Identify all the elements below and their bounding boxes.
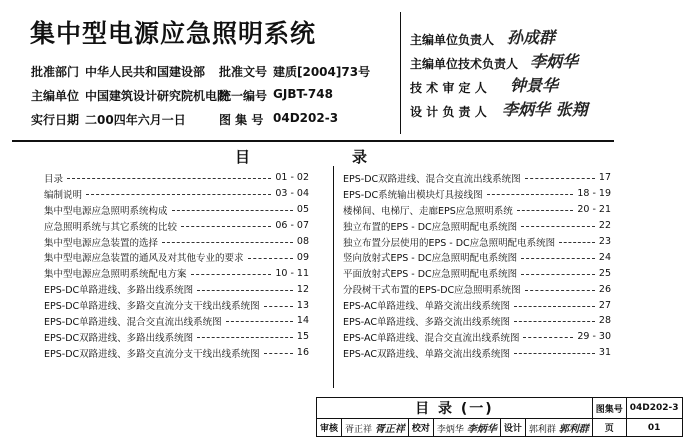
toc-leader [172,210,293,211]
toc-leader [521,274,595,275]
toc-item[interactable] [44,170,309,186]
toc-item-title: 集中型电源应急装置的通风及对其他专业的要求 [44,253,244,265]
toc-item-title: EPS-DC系统输出模块灯具接线图 [343,189,483,201]
page-number: 01 [626,419,682,437]
toc-item-page: 10 - 11 [275,267,309,279]
toc-leader [514,353,595,354]
toc-item-title: EPS-DC双路进线、多路出线系统图 [44,332,194,344]
header-rule [12,140,614,142]
reviewer-name [342,419,409,437]
designer-signature: 郭利群 [558,424,589,435]
toc-leader [67,178,271,179]
toc-item-page: 03 - 04 [275,188,309,200]
reviewer-signature: 胥正祥 [374,424,405,435]
atlas-no-label: 图 集 号 [219,113,264,127]
toc-item-page: 13 [296,299,309,311]
toc-item-title: EPS-AC双路进线、单路交流出线系统图 [343,348,510,360]
responsible-label-1: 主编单位负责人 [410,33,495,47]
approve-doc-label: 批准文号 [219,65,268,79]
toc-item[interactable] [343,345,611,361]
toc-leader [525,290,595,291]
toc-leader [514,306,595,307]
toc-heading-left: 目 [235,148,251,166]
toc-leader [197,337,293,338]
toc-leader [525,178,595,179]
toc-heading-right: 录 [352,148,368,166]
toc-item-title: 应急照明系统与其它系统的比较 [44,221,178,233]
toc-center-divider [333,166,334,388]
toc-item[interactable] [44,202,309,218]
toc-item-title: EPS-DC双路进线、混合交直流出线系统图 [343,173,521,185]
check-label: 校对 [408,419,433,437]
approve-dept: 中华人民共和国建设部 [85,65,206,79]
toc-leader [86,194,271,195]
toc-item[interactable] [343,186,611,202]
toc-right-list [343,170,611,361]
toc-item-title: 平面放射式EPS - DC应急照明配电系统图 [343,269,518,281]
unified-no: GJBT-748 [273,87,333,101]
toc-item-title: 目录 [44,173,64,185]
toc-item-page: 24 [598,251,611,263]
toc-item-page: 29 - 30 [577,331,611,343]
toc-item-page: 12 [296,283,309,295]
toc-item-page: 16 [296,347,309,359]
atlas-label: 图集号 [592,398,626,419]
design-label: 设计 [500,419,525,437]
toc-leader [197,290,293,291]
toc-item-title: EPS-DC单路进线、混合交直流出线系统图 [44,316,222,328]
toc-item-page: 09 [296,251,309,263]
checker-name [433,419,500,437]
toc-item[interactable] [44,234,309,250]
toc-item[interactable] [343,218,611,234]
sheet-title: 目 录 (一) [317,398,593,419]
toc-left-list [44,170,309,361]
toc-item[interactable] [44,265,309,281]
toc-item[interactable] [44,329,309,345]
toc-item-title: EPS-AC单路进线、单路交流出线系统图 [343,301,510,313]
toc-item-title: 分段树干式布置的EPS-DC应急照明系统图 [343,285,521,297]
toc-item[interactable] [44,249,309,265]
toc-item-page: 15 [296,331,309,343]
toc-item-page: 20 - 21 [577,204,611,216]
page-title: 集中型电源应急照明系统 [30,19,317,48]
toc-item-page: 06 - 07 [275,220,309,232]
signature-2: 李炳华 [530,52,579,71]
toc-leader [517,210,574,211]
toc-item-page: 08 [296,236,309,247]
reviewer-text: 胥正祥 [345,425,373,435]
toc-item-page: 22 [598,220,611,232]
checker-text: 李炳华 [436,425,464,435]
responsible-label-2: 主编单位技术负责人 [410,57,519,71]
toc-leader [264,306,293,307]
toc-item-title: 编制说明 [44,189,83,201]
toc-leader [162,242,293,243]
toc-leader [523,337,573,338]
editor-unit-label: 主编单位 [31,89,80,103]
toc-item[interactable] [44,281,309,297]
toc-item[interactable] [343,281,611,297]
toc-item[interactable] [343,265,611,281]
toc-leader [487,194,574,195]
effective-date-label: 实行日期 [31,113,80,127]
designer-name [525,419,592,437]
toc-item[interactable] [343,329,611,345]
toc-item-title: 集中型电源应急照明系统配电方案 [44,269,187,281]
toc-item-page: 26 [598,283,611,295]
review-label: 审核 [317,419,342,437]
header-divider [400,12,401,134]
toc-item-title: 楼梯间、电梯厅、走廊EPS应急照明系统 [343,205,513,217]
designer-text: 郭利群 [528,425,556,435]
toc-leader [226,321,293,322]
toc-item-page: 01 - 02 [275,172,309,184]
title-block [316,397,683,437]
toc-item-page: 05 [296,204,309,216]
toc-item-page: 27 [598,299,611,311]
toc-item-page: 31 [598,347,611,359]
toc-item-title: 竖向放射式EPS - DC应急照明配电系统图 [343,253,518,265]
signature-4: 李炳华 张翔 [502,100,588,119]
toc-leader [181,226,271,227]
toc-item-title: 独立布置分层使用的EPS - DC应急照明配电系统图 [343,237,556,249]
toc-item[interactable] [343,249,611,265]
unified-no-label: 统一编号 [219,89,268,103]
page-label: 页 [592,419,626,437]
toc-item[interactable] [44,297,309,313]
toc-leader [521,258,595,259]
toc-item[interactable] [343,313,611,329]
responsible-label-3: 技 术 审 定 人 [410,81,487,95]
toc-item-page: 25 [598,267,611,279]
toc-item[interactable] [44,313,309,329]
toc-item[interactable] [343,202,611,218]
checker-signature: 李炳华 [466,424,497,435]
toc-leader [559,242,595,243]
toc-item[interactable] [343,170,611,186]
toc-item-title: EPS-AC单路进线、多路交流出线系统图 [343,316,510,328]
atlas-no: 04D202-3 [273,111,339,125]
approve-dept-label: 批准部门 [31,65,80,79]
toc-leader [248,258,293,259]
signature-3: 钟景华 [510,76,559,95]
toc-item-title: EPS-DC单路进线、多路交直流分支干线出线系统图 [44,301,260,313]
effective-date: 二00四年六月一日 [85,113,186,127]
toc-item[interactable] [44,218,309,234]
signature-1: 孙成群 [507,28,556,47]
toc-item-page: 17 [598,172,611,184]
toc-item-page: 23 [598,236,611,247]
atlas-number: 04D202-3 [626,398,682,419]
toc-item-title: 集中型电源应急装置的选择 [44,237,159,249]
toc-item-page: 18 - 19 [577,188,611,200]
toc-leader [191,274,272,275]
toc-item[interactable] [44,186,309,202]
toc-item-title: 独立布置的EPS - DC应急照明配电系统图 [343,221,518,233]
approve-doc: 建质[2004]73号 [273,65,371,79]
toc-leader [514,321,595,322]
toc-item-page: 14 [296,315,309,327]
toc-item-title: 集中型电源应急照明系统构成 [44,205,168,217]
toc-item-title: EPS-AC单路进线、混合交直流出线系统图 [343,332,520,344]
editor-unit: 中国建筑设计研究院机电院 [85,89,230,103]
toc-item-page: 28 [598,315,611,327]
toc-item[interactable] [343,297,611,313]
toc-item-title: EPS-DC双路进线、多路交直流分支干线出线系统图 [44,348,260,360]
responsible-label-4: 设 计 负 责 人 [410,105,487,119]
toc-leader [521,226,595,227]
toc-item[interactable] [343,234,611,250]
toc-leader [264,353,293,354]
toc-item[interactable] [44,345,309,361]
toc-item-title: EPS-DC单路进线、多路出线系统图 [44,285,194,297]
